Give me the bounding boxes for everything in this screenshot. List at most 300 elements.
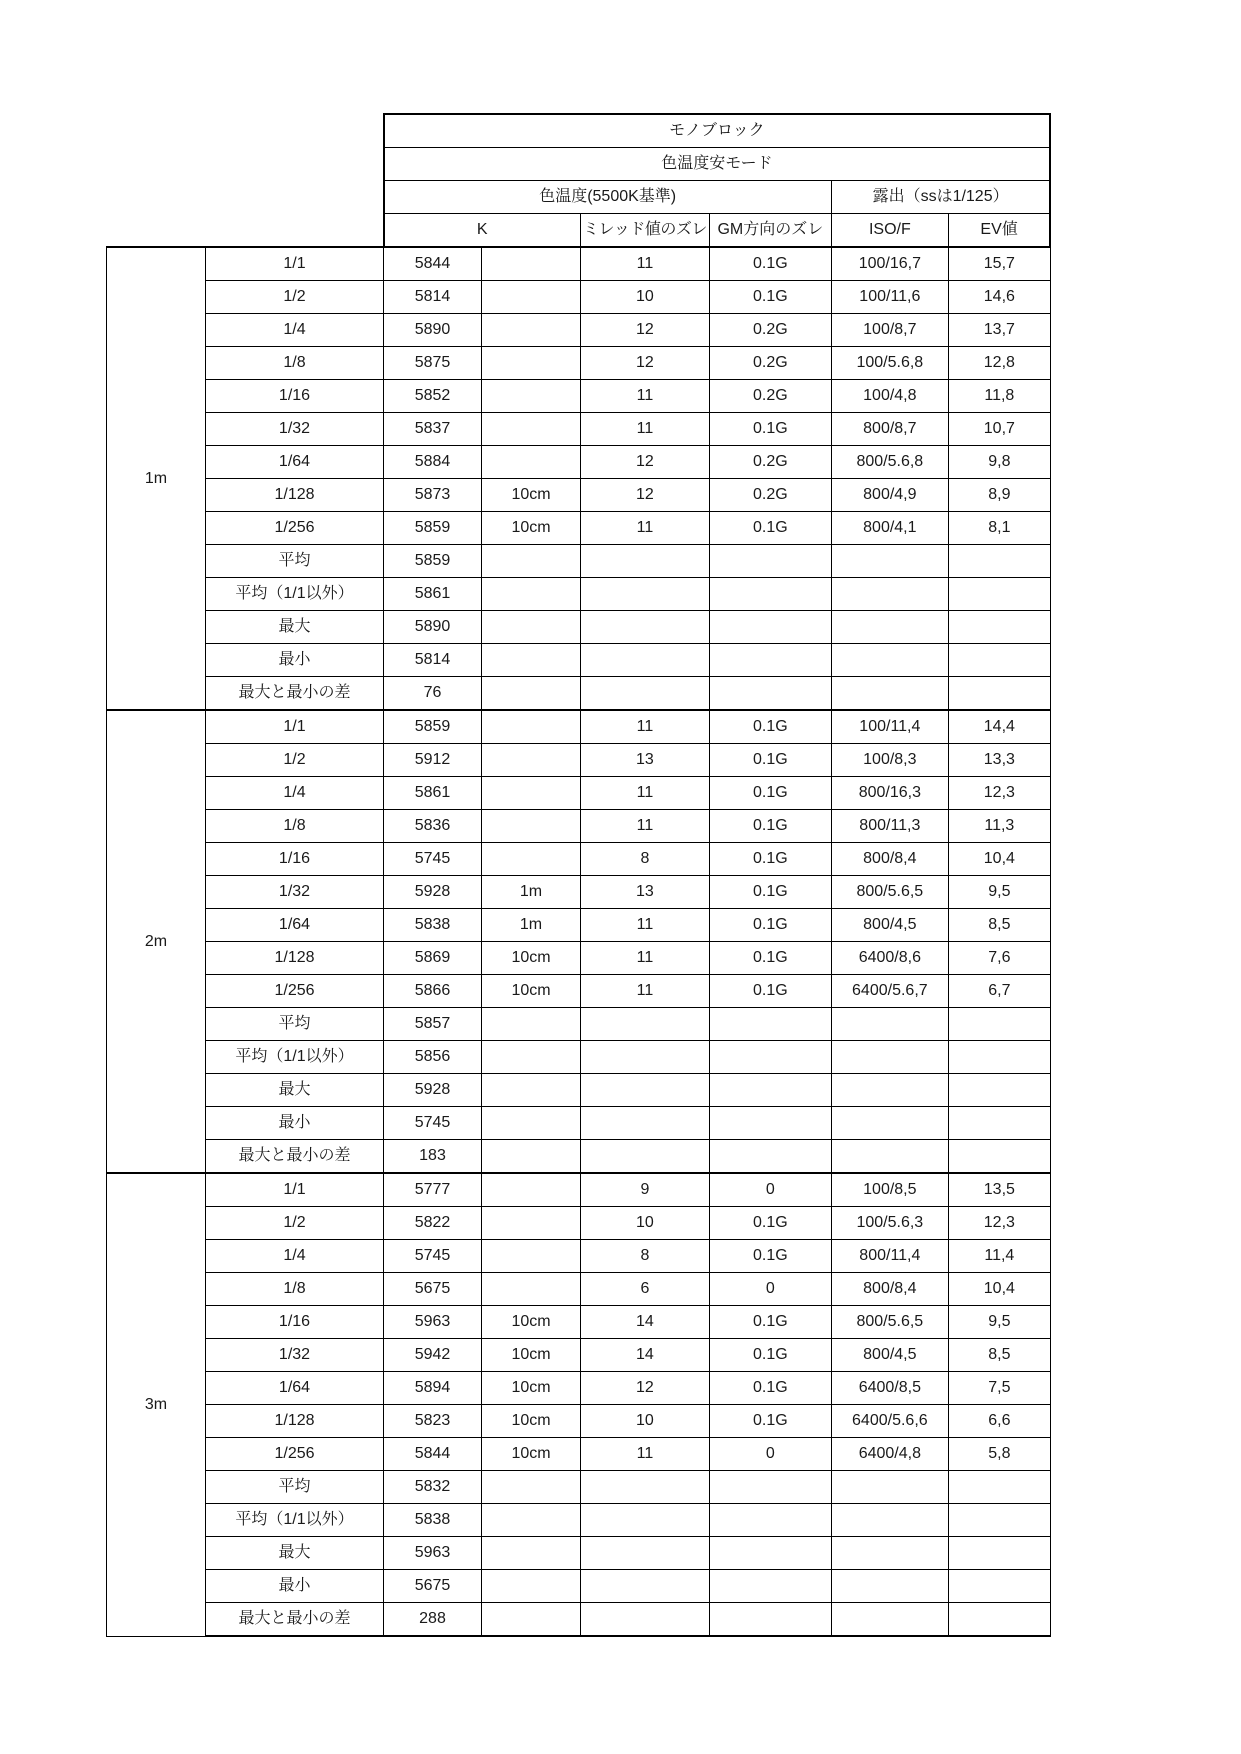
power-setting-label: 1/32 (206, 876, 384, 909)
power-setting-label: 平均 (206, 545, 384, 578)
table-row (107, 1471, 1051, 1504)
subtitle-row (107, 148, 1051, 181)
table-row (107, 1603, 1051, 1637)
mired-deviation (581, 1140, 710, 1174)
table-row (107, 1339, 1051, 1372)
k-value: 5745 (384, 1240, 482, 1273)
table-row (107, 545, 1051, 578)
table-row (107, 512, 1051, 545)
mired-deviation: 11 (581, 1438, 710, 1471)
power-setting-label: 1/2 (206, 281, 384, 314)
distance-note: 1m (482, 909, 581, 942)
iso-f-value: 800/8,7 (831, 413, 948, 446)
iso-f-value (831, 1041, 948, 1074)
ev-value: 5,8 (948, 1438, 1050, 1471)
ev-value: 9,5 (948, 1306, 1050, 1339)
iso-f-value: 100/11,4 (831, 710, 948, 744)
mired-deviation: 12 (581, 1372, 710, 1405)
iso-f-value: 800/5.6,8 (831, 446, 948, 479)
distance-note: 1m (482, 876, 581, 909)
distance-note: 10cm (482, 975, 581, 1008)
table-row (107, 1405, 1051, 1438)
distance-note (482, 1074, 581, 1107)
distance-note (482, 677, 581, 711)
table-row (107, 1041, 1051, 1074)
ev-value: 14,6 (948, 281, 1050, 314)
power-setting-label: 1/1 (206, 1173, 384, 1207)
mired-deviation (581, 611, 710, 644)
iso-f-value (831, 1140, 948, 1174)
exposure-group-header: 露出（ssは1/125） (831, 181, 1050, 214)
distance-note (482, 347, 581, 380)
distance-note (482, 644, 581, 677)
k-value: 5928 (384, 1074, 482, 1107)
power-setting-label: 1/4 (206, 1240, 384, 1273)
table-row (107, 479, 1051, 512)
mired-deviation: 6 (581, 1273, 710, 1306)
gm-deviation: 0.1G (709, 975, 831, 1008)
column-header-mired: ミレッド値のズレ (581, 214, 710, 248)
iso-f-value (831, 545, 948, 578)
power-setting-label: 最大 (206, 1537, 384, 1570)
k-value: 5963 (384, 1306, 482, 1339)
k-value: 5928 (384, 876, 482, 909)
ev-value: 13,3 (948, 744, 1050, 777)
power-setting-label: 1/16 (206, 1306, 384, 1339)
k-value: 5861 (384, 578, 482, 611)
gm-deviation: 0.1G (709, 876, 831, 909)
power-setting-label: 1/2 (206, 744, 384, 777)
gm-deviation: 0.1G (709, 810, 831, 843)
gm-deviation (709, 578, 831, 611)
iso-f-value (831, 1603, 948, 1637)
mired-deviation: 10 (581, 1207, 710, 1240)
distance-note (482, 1240, 581, 1273)
ev-value: 12,8 (948, 347, 1050, 380)
distance-note (482, 810, 581, 843)
gm-deviation: 0 (709, 1438, 831, 1471)
ev-value (948, 1537, 1050, 1570)
distance-note (482, 380, 581, 413)
table-row (107, 975, 1051, 1008)
table-title: モノブロック (384, 114, 1051, 148)
mired-deviation: 11 (581, 247, 710, 281)
gm-deviation (709, 545, 831, 578)
k-value: 76 (384, 677, 482, 711)
mired-deviation: 11 (581, 413, 710, 446)
ev-value: 6,7 (948, 975, 1050, 1008)
k-value: 5859 (384, 512, 482, 545)
ev-value (948, 545, 1050, 578)
gm-deviation: 0.1G (709, 710, 831, 744)
table-row (107, 843, 1051, 876)
distance-note: 10cm (482, 942, 581, 975)
k-value: 5873 (384, 479, 482, 512)
power-setting-label: 1/16 (206, 380, 384, 413)
gm-deviation (709, 677, 831, 711)
ev-value (948, 1504, 1050, 1537)
mired-deviation: 11 (581, 942, 710, 975)
iso-f-value: 800/8,4 (831, 1273, 948, 1306)
iso-f-value: 100/8,7 (831, 314, 948, 347)
power-setting-label: 1/128 (206, 942, 384, 975)
gm-deviation: 0.2G (709, 347, 831, 380)
k-value: 5814 (384, 281, 482, 314)
table-row (107, 744, 1051, 777)
iso-f-value: 6400/4,8 (831, 1438, 948, 1471)
iso-f-value (831, 1107, 948, 1140)
ev-value (948, 1041, 1050, 1074)
ev-value (948, 1471, 1050, 1504)
table-row (107, 644, 1051, 677)
column-header-gm: GM方向のズレ (709, 214, 831, 248)
column-header-isof: ISO/F (831, 214, 948, 248)
k-value: 5852 (384, 380, 482, 413)
iso-f-value: 800/4,5 (831, 1339, 948, 1372)
measurement-table (106, 113, 1051, 1637)
distance-note: 10cm (482, 1339, 581, 1372)
gm-deviation: 0.1G (709, 777, 831, 810)
gm-deviation: 0.2G (709, 446, 831, 479)
power-setting-label: 最大と最小の差 (206, 1140, 384, 1174)
table-row (107, 677, 1051, 711)
table-row (107, 1273, 1051, 1306)
k-value: 5675 (384, 1570, 482, 1603)
distance-note (482, 843, 581, 876)
ev-value (948, 1074, 1050, 1107)
k-value: 5838 (384, 1504, 482, 1537)
distance-note (482, 281, 581, 314)
gm-deviation (709, 1504, 831, 1537)
mired-deviation (581, 1504, 710, 1537)
table-row (107, 1074, 1051, 1107)
empty-corner (107, 181, 384, 214)
iso-f-value: 800/5.6,5 (831, 1306, 948, 1339)
mired-deviation: 11 (581, 710, 710, 744)
gm-deviation (709, 1537, 831, 1570)
table-subtitle: 色温度安モード (384, 148, 1051, 181)
distance-note (482, 1471, 581, 1504)
gm-deviation: 0.1G (709, 942, 831, 975)
iso-f-value: 800/11,4 (831, 1240, 948, 1273)
table-row (107, 909, 1051, 942)
table-row (107, 1173, 1051, 1207)
gm-deviation (709, 1041, 831, 1074)
mired-deviation: 11 (581, 909, 710, 942)
iso-f-value: 100/16,7 (831, 247, 948, 281)
iso-f-value: 6400/8,5 (831, 1372, 948, 1405)
distance-note (482, 545, 581, 578)
iso-f-value (831, 677, 948, 711)
mired-deviation (581, 677, 710, 711)
distance-note: 10cm (482, 1306, 581, 1339)
gm-deviation: 0.2G (709, 479, 831, 512)
iso-f-value: 800/8,4 (831, 843, 948, 876)
power-setting-label: 1/256 (206, 512, 384, 545)
distance-note (482, 1041, 581, 1074)
ev-value: 9,5 (948, 876, 1050, 909)
ev-value: 6,6 (948, 1405, 1050, 1438)
iso-f-value: 100/4,8 (831, 380, 948, 413)
table-row (107, 942, 1051, 975)
ev-value: 11,3 (948, 810, 1050, 843)
distance-note (482, 1140, 581, 1174)
iso-f-value (831, 1008, 948, 1041)
table-row (107, 1372, 1051, 1405)
k-value: 5890 (384, 314, 482, 347)
color-temp-group-header: 色温度(5500K基準) (384, 181, 832, 214)
distance-note (482, 578, 581, 611)
ev-value: 11,4 (948, 1240, 1050, 1273)
iso-f-value: 800/4,9 (831, 479, 948, 512)
k-value: 5745 (384, 843, 482, 876)
power-setting-label: 1/64 (206, 446, 384, 479)
iso-f-value: 100/5.6,3 (831, 1207, 948, 1240)
column-header-ev: EV値 (948, 214, 1050, 248)
gm-deviation: 0.1G (709, 1405, 831, 1438)
k-value: 5912 (384, 744, 482, 777)
table-row (107, 281, 1051, 314)
mired-deviation: 11 (581, 810, 710, 843)
mired-deviation: 12 (581, 347, 710, 380)
mired-deviation: 11 (581, 380, 710, 413)
empty-corner (107, 214, 384, 248)
mired-deviation: 13 (581, 876, 710, 909)
mired-deviation (581, 1537, 710, 1570)
ev-value: 9,8 (948, 446, 1050, 479)
mired-deviation: 10 (581, 281, 710, 314)
k-value: 5838 (384, 909, 482, 942)
distance-note (482, 247, 581, 281)
k-value: 5890 (384, 611, 482, 644)
table-row (107, 710, 1051, 744)
mired-deviation: 10 (581, 1405, 710, 1438)
gm-deviation (709, 1008, 831, 1041)
table-row (107, 810, 1051, 843)
iso-f-value: 800/4,5 (831, 909, 948, 942)
iso-f-value: 800/11,3 (831, 810, 948, 843)
iso-f-value: 100/8,3 (831, 744, 948, 777)
power-setting-label: 1/16 (206, 843, 384, 876)
k-value: 5859 (384, 545, 482, 578)
mired-deviation: 12 (581, 446, 710, 479)
iso-f-value: 6400/5.6,6 (831, 1405, 948, 1438)
k-value: 5857 (384, 1008, 482, 1041)
power-setting-label: 1/256 (206, 975, 384, 1008)
ev-value: 8,5 (948, 1339, 1050, 1372)
power-setting-label: 1/128 (206, 479, 384, 512)
distance-note: 10cm (482, 1438, 581, 1471)
k-value: 5866 (384, 975, 482, 1008)
power-setting-label: 最小 (206, 1570, 384, 1603)
iso-f-value (831, 1570, 948, 1603)
table-body (107, 247, 1051, 1636)
distance-note: 10cm (482, 1405, 581, 1438)
table-row (107, 1008, 1051, 1041)
distance-note (482, 1173, 581, 1207)
distance-note: 10cm (482, 479, 581, 512)
power-setting-label: 平均（1/1以外） (206, 578, 384, 611)
mired-deviation: 11 (581, 975, 710, 1008)
mired-deviation (581, 644, 710, 677)
k-value: 5875 (384, 347, 482, 380)
distance-note (482, 413, 581, 446)
gm-deviation: 0.1G (709, 1207, 831, 1240)
distance-note: 10cm (482, 1372, 581, 1405)
gm-deviation: 0.2G (709, 380, 831, 413)
distance-note (482, 446, 581, 479)
table-header (107, 114, 1051, 247)
gm-deviation (709, 1471, 831, 1504)
k-value: 5963 (384, 1537, 482, 1570)
table-row (107, 1570, 1051, 1603)
iso-f-value: 6400/5.6,7 (831, 975, 948, 1008)
iso-f-value: 800/16,3 (831, 777, 948, 810)
iso-f-value: 100/5.6,8 (831, 347, 948, 380)
power-setting-label: 最大 (206, 1074, 384, 1107)
table-row (107, 578, 1051, 611)
table-row (107, 314, 1051, 347)
table-row (107, 413, 1051, 446)
k-value: 5869 (384, 942, 482, 975)
ev-value (948, 578, 1050, 611)
mired-deviation (581, 1603, 710, 1637)
gm-deviation (709, 611, 831, 644)
empty-corner (107, 114, 384, 148)
gm-deviation: 0.1G (709, 1240, 831, 1273)
table-row (107, 1107, 1051, 1140)
mired-deviation (581, 1570, 710, 1603)
mired-deviation: 8 (581, 1240, 710, 1273)
k-value: 5837 (384, 413, 482, 446)
power-setting-label: 最大 (206, 611, 384, 644)
ev-value: 13,5 (948, 1173, 1050, 1207)
gm-deviation: 0.1G (709, 843, 831, 876)
distance-group-label: 3m (107, 1173, 206, 1636)
distance-note (482, 1603, 581, 1637)
table-row (107, 1207, 1051, 1240)
mired-deviation (581, 578, 710, 611)
distance-note (482, 744, 581, 777)
ev-value (948, 644, 1050, 677)
group-header-row (107, 181, 1051, 214)
ev-value: 10,4 (948, 843, 1050, 876)
gm-deviation: 0 (709, 1173, 831, 1207)
power-setting-label: 1/4 (206, 314, 384, 347)
mired-deviation: 12 (581, 314, 710, 347)
iso-f-value: 800/4,1 (831, 512, 948, 545)
k-value: 5814 (384, 644, 482, 677)
ev-value: 12,3 (948, 1207, 1050, 1240)
ev-value: 11,8 (948, 380, 1050, 413)
power-setting-label: 1/256 (206, 1438, 384, 1471)
power-setting-label: 平均（1/1以外） (206, 1504, 384, 1537)
distance-note (482, 710, 581, 744)
mired-deviation: 9 (581, 1173, 710, 1207)
mired-deviation: 12 (581, 479, 710, 512)
table-row (107, 247, 1051, 281)
power-setting-label: 最大と最小の差 (206, 677, 384, 711)
power-setting-label: 1/1 (206, 247, 384, 281)
k-value: 288 (384, 1603, 482, 1637)
gm-deviation (709, 1140, 831, 1174)
iso-f-value: 800/5.6,5 (831, 876, 948, 909)
ev-value: 8,1 (948, 512, 1050, 545)
ev-value: 10,4 (948, 1273, 1050, 1306)
column-header-k: K (384, 214, 581, 248)
gm-deviation: 0.1G (709, 909, 831, 942)
power-setting-label: 1/64 (206, 909, 384, 942)
ev-value (948, 677, 1050, 711)
distance-note (482, 1207, 581, 1240)
distance-note (482, 777, 581, 810)
ev-value: 15,7 (948, 247, 1050, 281)
ev-value: 10,7 (948, 413, 1050, 446)
iso-f-value (831, 1537, 948, 1570)
power-setting-label: 1/32 (206, 413, 384, 446)
power-setting-label: 1/8 (206, 810, 384, 843)
distance-note (482, 1570, 581, 1603)
gm-deviation: 0.1G (709, 1306, 831, 1339)
iso-f-value: 6400/8,6 (831, 942, 948, 975)
gm-deviation (709, 1603, 831, 1637)
ev-value (948, 1570, 1050, 1603)
ev-value (948, 611, 1050, 644)
power-setting-label: 1/1 (206, 710, 384, 744)
k-value: 5836 (384, 810, 482, 843)
gm-deviation (709, 1107, 831, 1140)
table-row (107, 777, 1051, 810)
power-setting-label: 1/8 (206, 347, 384, 380)
ev-value: 7,5 (948, 1372, 1050, 1405)
ev-value (948, 1603, 1050, 1637)
table-row (107, 1240, 1051, 1273)
power-setting-label: 1/8 (206, 1273, 384, 1306)
table-row (107, 1504, 1051, 1537)
gm-deviation: 0.2G (709, 314, 831, 347)
mired-deviation: 11 (581, 512, 710, 545)
k-value: 5942 (384, 1339, 482, 1372)
mired-deviation: 11 (581, 777, 710, 810)
k-value: 5832 (384, 1471, 482, 1504)
k-value: 5777 (384, 1173, 482, 1207)
distance-note: 10cm (482, 512, 581, 545)
ev-value: 14,4 (948, 710, 1050, 744)
table-row (107, 876, 1051, 909)
mired-deviation (581, 1471, 710, 1504)
distance-note (482, 314, 581, 347)
distance-group-label: 1m (107, 247, 206, 710)
mired-deviation (581, 545, 710, 578)
k-value: 5822 (384, 1207, 482, 1240)
power-setting-label: 1/128 (206, 1405, 384, 1438)
iso-f-value (831, 1471, 948, 1504)
ev-value (948, 1107, 1050, 1140)
k-value: 5859 (384, 710, 482, 744)
gm-deviation (709, 1074, 831, 1107)
distance-note (482, 1273, 581, 1306)
iso-f-value (831, 644, 948, 677)
power-setting-label: 最小 (206, 644, 384, 677)
mired-deviation: 13 (581, 744, 710, 777)
table-row (107, 446, 1051, 479)
gm-deviation: 0.1G (709, 413, 831, 446)
gm-deviation: 0.1G (709, 1372, 831, 1405)
iso-f-value (831, 1074, 948, 1107)
k-value: 183 (384, 1140, 482, 1174)
power-setting-label: 平均（1/1以外） (206, 1041, 384, 1074)
ev-value: 13,7 (948, 314, 1050, 347)
